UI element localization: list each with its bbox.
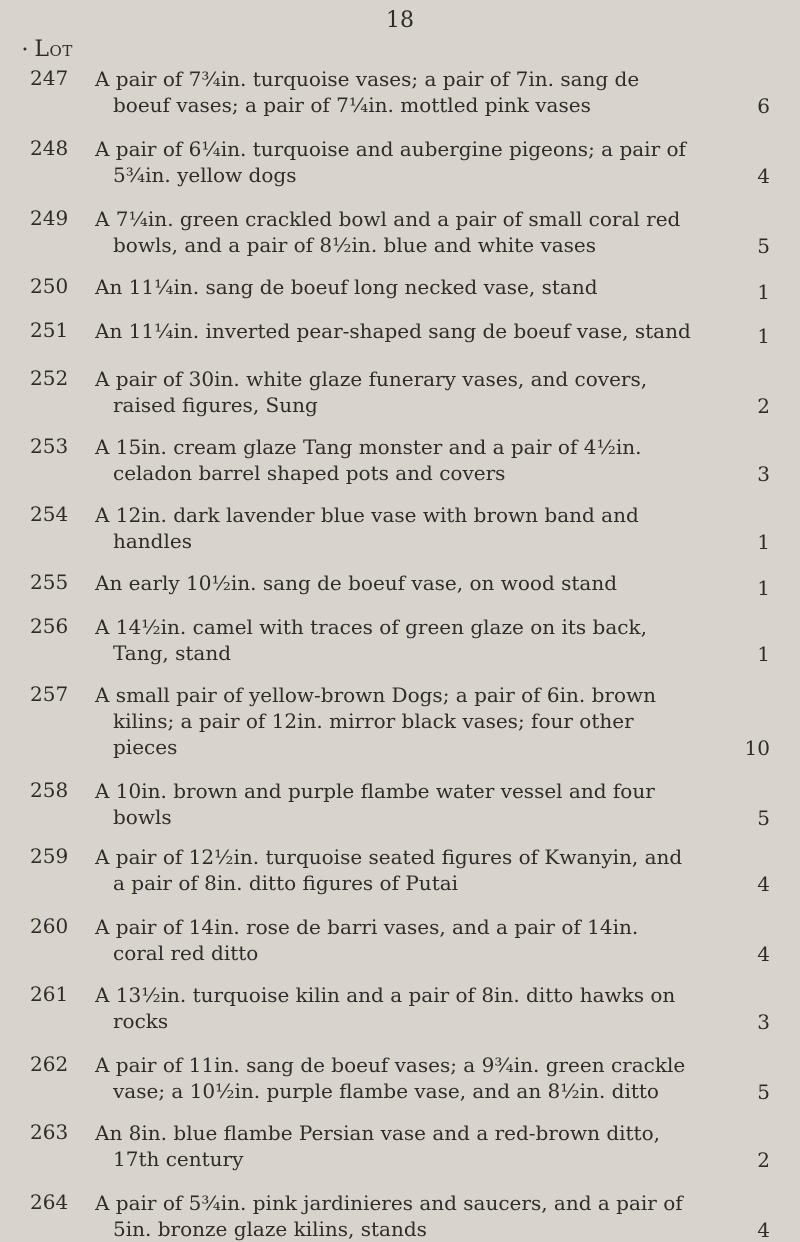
lot-number: 253 (30, 434, 69, 458)
lot-number: 254 (30, 502, 69, 526)
lot-quantity: 4 (757, 1218, 770, 1242)
lot-entry (0, 206, 800, 258)
lot-list (0, 66, 800, 1242)
lot-entry (0, 1190, 800, 1242)
lot-description: A 12in. dark lavender blue vase with brown band and handles (95, 503, 639, 553)
lot-entry (0, 1120, 800, 1172)
lot-description: A 14½in. camel with traces of green glaze on its back, Tang, stand (95, 615, 647, 665)
lot-number: 255 (30, 570, 69, 594)
lot-number: 251 (30, 318, 69, 342)
lot-description: An 11¼in. inverted pear-shaped sang de boeuf vase, stand (95, 319, 691, 343)
lot-number: 252 (30, 366, 69, 390)
lot-number: 261 (30, 982, 69, 1006)
lot-entry (0, 982, 800, 1034)
lot-quantity: 10 (744, 736, 770, 760)
lot-description: An early 10½in. sang de boeuf vase, on wood stand (95, 571, 618, 595)
lot-description: A pair of 12½in. turquoise seated figures of Kwanyin, and a pair of 8in. ditto figures of Putai (95, 845, 683, 895)
lot-number: 256 (30, 614, 69, 638)
lot-description: A pair of 14in. rose de barri vases, and a pair of 14in. coral red ditto (95, 915, 639, 965)
lot-entry (0, 318, 800, 348)
lot-description: An 8in. blue flambe Persian vase and a red-brown ditto, 17th century (95, 1121, 660, 1171)
lot-quantity: 2 (757, 1148, 770, 1172)
lot-quantity: 5 (757, 234, 770, 258)
lot-quantity: 5 (757, 1080, 770, 1104)
lot-entry (0, 274, 800, 304)
lot-number: 262 (30, 1052, 69, 1076)
lot-entry (0, 434, 800, 486)
lot-description: A pair of 7¾in. turquoise vases; a pair of 7in. sang de boeuf vases; a pair of 7¼in. mottled pink vases (95, 67, 640, 117)
lot-entry (0, 1052, 800, 1104)
lot-number: 264 (30, 1190, 69, 1214)
lot-description: A 15in. cream glaze Tang monster and a pair of 4½in. celadon barrel shaped pots and covers (95, 435, 642, 485)
lot-description: A pair of 5¾in. pink jardinieres and saucers, and a pair of 5in. bronze glaze kilins, stands (95, 1191, 683, 1241)
lot-quantity: 1 (757, 280, 770, 304)
page-number: 18 (386, 8, 414, 33)
lot-description: An 11¼in. sang de boeuf long necked vase, stand (95, 275, 598, 299)
lot-description: A small pair of yellow-brown Dogs; a pair of 6in. brown kilins; a pair of 12in. mirror black vases; four other pieces (95, 683, 657, 759)
lot-number: 248 (30, 136, 69, 160)
lot-entry (0, 682, 800, 760)
lot-description: A 13½in. turquoise kilin and a pair of 8in. ditto hawks on rocks (95, 983, 676, 1033)
lot-quantity: 4 (757, 164, 770, 188)
lot-quantity: 6 (757, 94, 770, 118)
lot-entry (0, 844, 800, 896)
lot-number: 249 (30, 206, 69, 230)
lot-quantity: 1 (757, 576, 770, 600)
lot-number: 259 (30, 844, 69, 868)
lot-quantity: 5 (757, 806, 770, 830)
lot-quantity: 3 (757, 1010, 770, 1034)
lot-description: A pair of 11in. sang de boeuf vases; a 9¾in. green crackle vase; a 10½in. purple flambe vase, and an 8½in. ditto (95, 1053, 686, 1103)
lot-number: 247 (30, 66, 69, 90)
lot-number: 258 (30, 778, 69, 802)
bullet-mark: • (22, 44, 29, 56)
lot-number: 257 (30, 682, 69, 706)
lot-entry (0, 614, 800, 666)
lot-entry (0, 570, 800, 600)
lot-description: A 7¼in. green crackled bowl and a pair of small coral red bowls, and a pair of 8½in. blue and white vases (95, 207, 681, 257)
lot-quantity: 1 (757, 642, 770, 666)
lot-entry (0, 366, 800, 418)
lot-column-header (22, 37, 73, 62)
lot-description: A pair of 6¼in. turquoise and aubergine pigeons; a pair of 5¾in. yellow dogs (95, 137, 686, 187)
lot-entry (0, 778, 800, 830)
lot-quantity: 4 (757, 942, 770, 966)
lot-entry (0, 136, 800, 188)
lot-quantity: 2 (757, 394, 770, 418)
lot-entry (0, 66, 800, 118)
lot-quantity: 4 (757, 872, 770, 896)
lot-quantity: 1 (757, 530, 770, 554)
lot-entry (0, 502, 800, 554)
lot-number: 250 (30, 274, 69, 298)
lot-description: A pair of 30in. white glaze funerary vases, and covers, raised figures, Sung (95, 367, 648, 417)
lot-header-label: Lot (34, 37, 73, 62)
lot-number: 263 (30, 1120, 69, 1144)
lot-quantity: 1 (757, 324, 770, 348)
lot-entry (0, 914, 800, 966)
lot-description: A 10in. brown and purple flambe water vessel and four bowls (95, 779, 655, 829)
lot-quantity: 3 (757, 462, 770, 486)
lot-number: 260 (30, 914, 69, 938)
